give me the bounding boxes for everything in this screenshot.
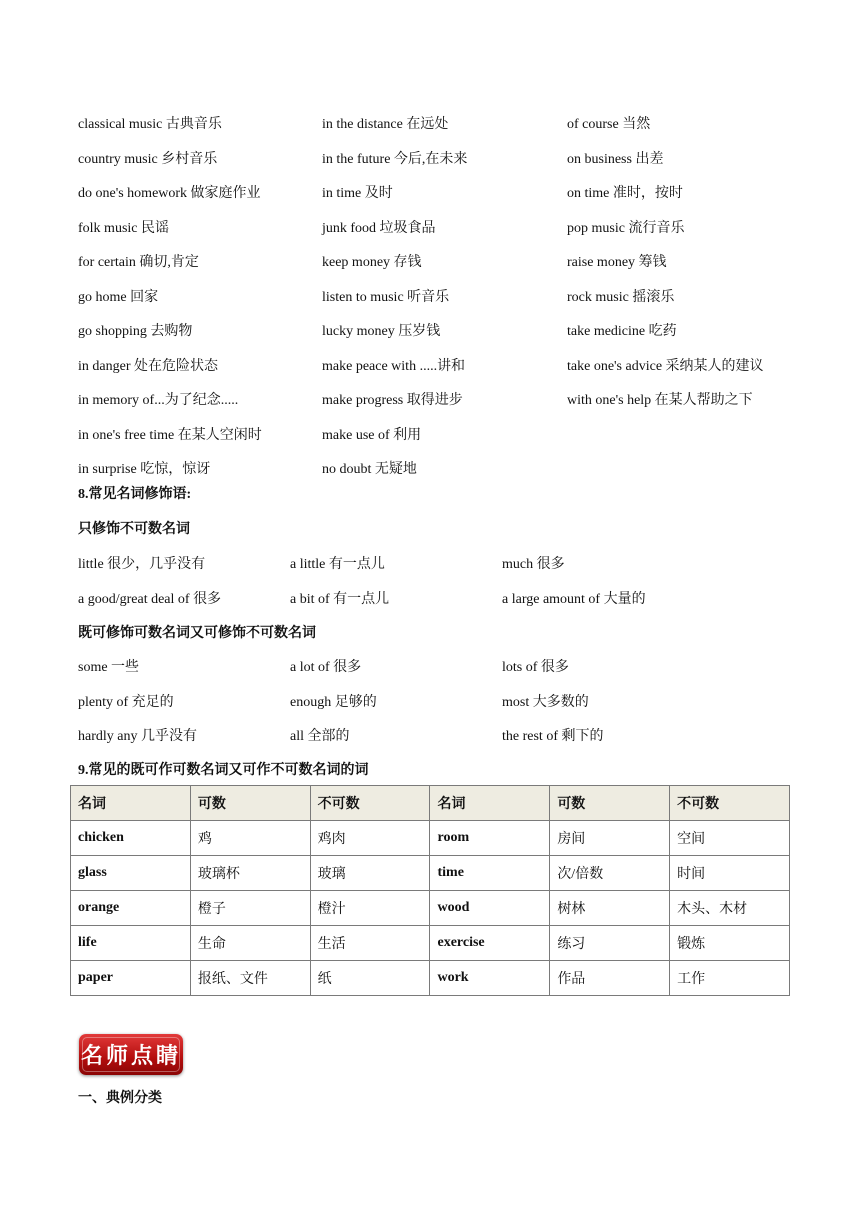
phrase-item: classical music 古典音乐 [78, 117, 222, 132]
modifier-item: a large amount of 大量的 [502, 592, 646, 607]
phrase-item: make progress 取得进步 [322, 393, 463, 408]
phrase-item: on business 出差 [567, 151, 664, 167]
phrase-item: with one's help 在某人帮助之下 [567, 393, 753, 408]
modifier-item: lots of 很多 [502, 660, 569, 675]
phrase-item: take medicine 吃药 [567, 324, 677, 339]
table-cell-noun: glass [71, 856, 191, 891]
table-header: 不可数 [670, 786, 790, 821]
phrase-item: in danger 处在危险状态 [78, 358, 218, 374]
badge-label: 名师点睛 [80, 1044, 181, 1069]
modifier-item: a lot of 很多 [290, 660, 362, 675]
phrase-item: pop music 流行音乐 [567, 220, 685, 236]
table-row [71, 961, 790, 996]
phrase-item: listen to music 听音乐 [322, 289, 450, 305]
table-row [71, 891, 790, 926]
table-cell: 作品 [550, 961, 670, 996]
table-cell: 玻璃 [310, 856, 430, 891]
modifier-item: a bit of 有一点儿 [290, 592, 390, 607]
modifier-item: the rest of 剩下的 [502, 729, 604, 744]
modifier-item: all 全部的 [290, 729, 350, 744]
phrase-item: in memory of...为了纪念..... [78, 393, 239, 408]
table-cell-noun: chicken [71, 821, 191, 856]
phrase-item: no doubt 无疑地 [322, 462, 417, 477]
phrase-item: for certain 确切,肯定 [78, 255, 199, 270]
teacher-tips-badge [79, 1034, 183, 1075]
table-cell: 玻璃杯 [190, 856, 310, 891]
noun-table [70, 785, 790, 996]
table-row [71, 821, 790, 856]
phrase-item: on time 准时，按时 [567, 186, 683, 201]
phrase-item: in surprise 吃惊，惊讶 [78, 462, 211, 477]
phrase-item: keep money 存钱 [322, 255, 422, 270]
phrase-item: country music 乡村音乐 [78, 151, 218, 167]
table-header: 可数 [550, 786, 670, 821]
table-cell: 生命 [190, 926, 310, 961]
table-header-row [71, 786, 790, 821]
badge-border [82, 1037, 180, 1072]
modifier-item: most 大多数的 [502, 695, 589, 710]
table-header: 可数 [190, 786, 310, 821]
phrase-item: in the future 今后,在未来 [322, 151, 468, 167]
example-heading: 一、典例分类 [78, 1091, 162, 1106]
modifier-item: enough 足够的 [290, 695, 377, 710]
table-cell: 时间 [670, 856, 790, 891]
table-cell-noun: work [430, 961, 550, 996]
phrase-item: folk music 民谣 [78, 220, 169, 236]
table-cell-noun: wood [430, 891, 550, 926]
table-header: 名词 [71, 786, 191, 821]
table-cell-noun: orange [71, 891, 191, 926]
phrase-item: in one's free time 在某人空闲时 [78, 427, 262, 443]
modifier-item: little 很少，几乎没有 [78, 557, 206, 572]
phrase-item: in the distance 在远处 [322, 117, 449, 132]
phrase-item: of course 当然 [567, 117, 651, 132]
phrase-item: make peace with .....讲和 [322, 358, 466, 374]
table-row [71, 856, 790, 891]
table-cell-noun: life [71, 926, 191, 961]
phrase-item: go home 回家 [78, 289, 159, 305]
table-cell: 木头、木材 [670, 891, 790, 926]
table-cell: 工作 [670, 961, 790, 996]
table-cell: 鸡肉 [310, 821, 430, 856]
table-cell-noun: exercise [430, 926, 550, 961]
modifier-item: hardly any 几乎没有 [78, 729, 197, 744]
table-cell: 纸 [310, 961, 430, 996]
phrase-item: raise money 筹钱 [567, 255, 667, 270]
modifier-item: some 一些 [78, 660, 140, 675]
table-cell: 鸡 [190, 821, 310, 856]
phrase-item: make use of 利用 [322, 427, 422, 443]
phrase-item: take one's advice 采纳某人的建议 [567, 358, 764, 374]
table-cell: 锻炼 [670, 926, 790, 961]
section-9-heading: 9.常见的既可作可数名词又可作不可数名词的词 [78, 763, 369, 778]
phrase-item: do one's homework 做家庭作业 [78, 186, 261, 201]
modifier-item: a good/great deal of 很多 [78, 592, 222, 607]
table-header: 不可数 [310, 786, 430, 821]
both-heading: 既可修饰可数名词又可修饰不可数名词 [78, 626, 316, 641]
table-row [71, 926, 790, 961]
modifier-item: a little 有一点儿 [290, 557, 385, 572]
phrase-item: in time 及时 [322, 186, 393, 201]
table-cell-noun: room [430, 821, 550, 856]
modifier-item: plenty of 充足的 [78, 695, 174, 710]
table-cell: 报纸、文件 [190, 961, 310, 996]
table-cell: 橙子 [190, 891, 310, 926]
table-cell: 空间 [670, 821, 790, 856]
table-cell: 房间 [550, 821, 670, 856]
table-cell: 橙汁 [310, 891, 430, 926]
table-header: 名词 [430, 786, 550, 821]
table-cell-noun: paper [71, 961, 191, 996]
uncountable-heading: 只修饰不可数名词 [78, 522, 190, 537]
phrase-item: lucky money 压岁钱 [322, 324, 441, 339]
table-cell: 树林 [550, 891, 670, 926]
phrase-item: junk food 垃圾食品 [322, 220, 436, 236]
table-cell: 生活 [310, 926, 430, 961]
table-cell-noun: time [430, 856, 550, 891]
phrase-item: rock music 摇滚乐 [567, 289, 675, 305]
phrase-item: go shopping 去购物 [78, 324, 193, 339]
table-cell: 次/倍数 [550, 856, 670, 891]
table-cell: 练习 [550, 926, 670, 961]
modifier-item: much 很多 [502, 557, 565, 572]
section-8-heading: 8.常见名词修饰语: [78, 487, 192, 502]
